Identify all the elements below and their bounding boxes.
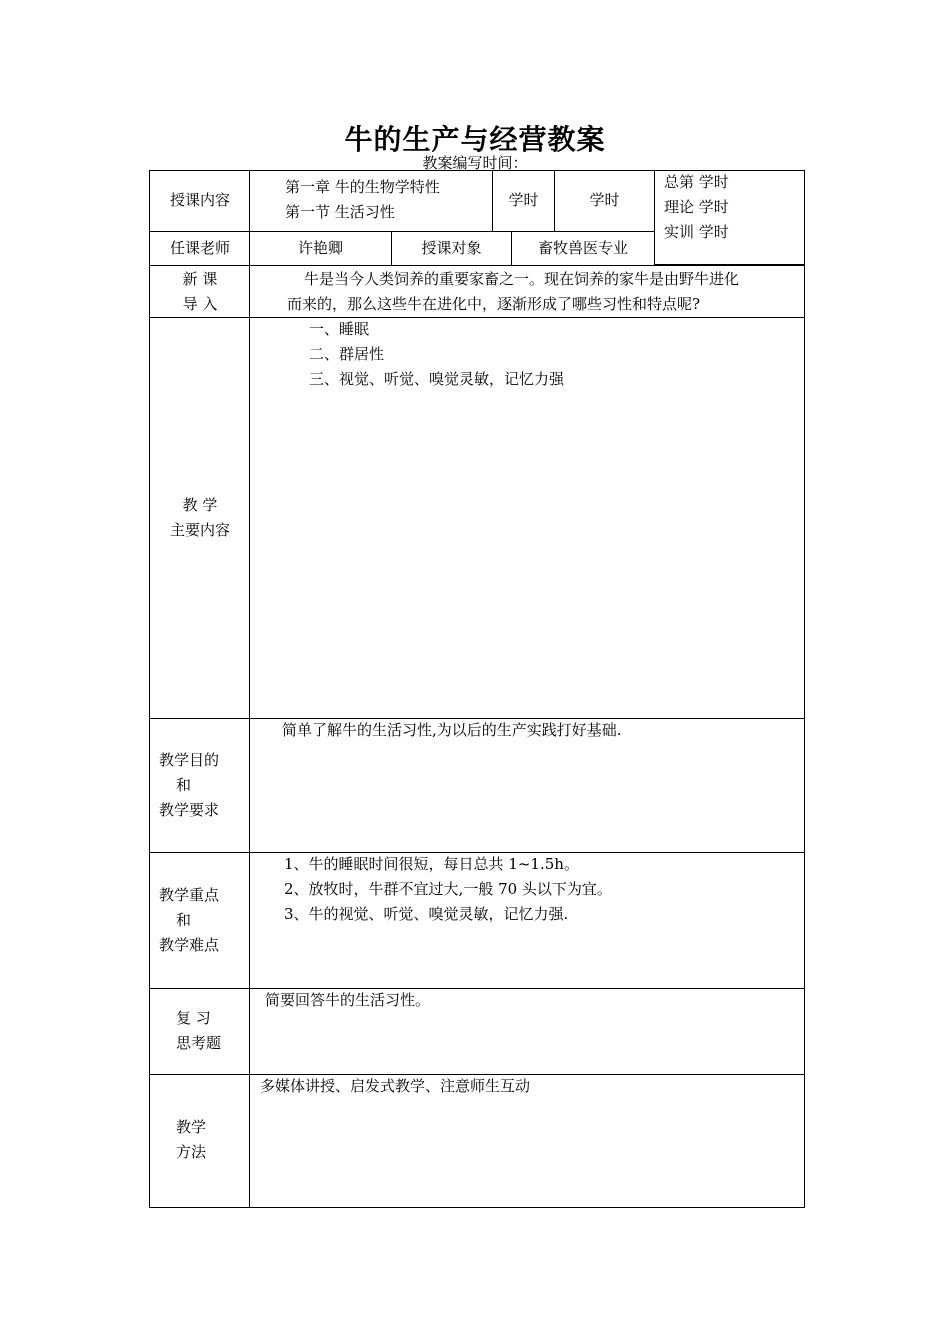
keypoint-item: 1、牛的睡眠时间很短，每日总共 1~1.5h。 [284,855,579,873]
teacher-label: 任课老师 [169,239,230,257]
main-content-label-2: 主要内容 [169,521,230,539]
intro-text-line-2: 而来的，那么这些牛在进化中，逐渐形成了哪些习性和特点呢? [287,295,701,313]
intro-label-2: 导 入 [182,295,218,313]
theory-hours: 理论 学时 [664,198,729,216]
course-content-label: 授课内容 [169,191,230,209]
goals-label-cell [149,718,250,853]
compile-time-label: 教案编写时间： [422,154,528,172]
method-label-1: 教学 [176,1118,207,1136]
goals-label-3: 教学要求 [159,801,220,819]
section-title: 第一节 生活习性 [285,203,395,221]
goals-label-2: 和 [176,776,192,794]
main-content-label-1: 教 学 [182,496,218,514]
review-label-1: 复 习 [176,1009,211,1027]
audience-label: 授课对象 [421,239,482,257]
keypoints-label-cell [149,852,250,989]
keypoints-label-3: 教学难点 [159,936,220,954]
goals-text: 简单了解牛的生活习性,为以后的生产实践打好基础. [282,721,622,739]
intro-text-line-1: 牛是当今人类饲养的重要家畜之一。现在饲养的家牛是由野牛进化 [304,270,740,288]
keypoint-item: 2、放牧时，牛群不宜过大,一般 70 头以下为宜。 [284,880,612,898]
total-hours: 总第 学时 [664,173,729,191]
content-item: 二、群居性 [309,345,385,363]
hours-label-2: 学时 [589,191,620,209]
practice-hours: 实训 学时 [664,223,729,241]
intro-label-1: 新 课 [182,270,218,288]
goals-label-1: 教学目的 [159,751,220,769]
hours-label-1: 学时 [508,191,539,209]
keypoints-label-1: 教学重点 [159,886,220,904]
method-text: 多媒体讲授、启发式教学、注意师生互动 [260,1077,531,1095]
review-label-2: 思考题 [176,1034,222,1052]
content-item: 一、睡眠 [309,320,370,338]
teacher-name: 许艳卿 [297,239,343,257]
keypoints-label-2: 和 [176,911,192,929]
page-title: 牛的生产与经营教案 [344,123,606,156]
audience-value: 畜牧兽医专业 [537,239,628,257]
keypoint-item: 3、牛的视觉、听觉、嗅觉灵敏，记忆力强. [284,905,569,923]
chapter-title: 第一章 牛的生物学特性 [285,178,440,196]
review-text: 简要回答牛的生活习性。 [265,991,431,1009]
method-label-2: 方法 [176,1143,207,1161]
content-item: 三、视觉、听觉、嗅觉灵敏，记忆力强 [309,370,565,388]
